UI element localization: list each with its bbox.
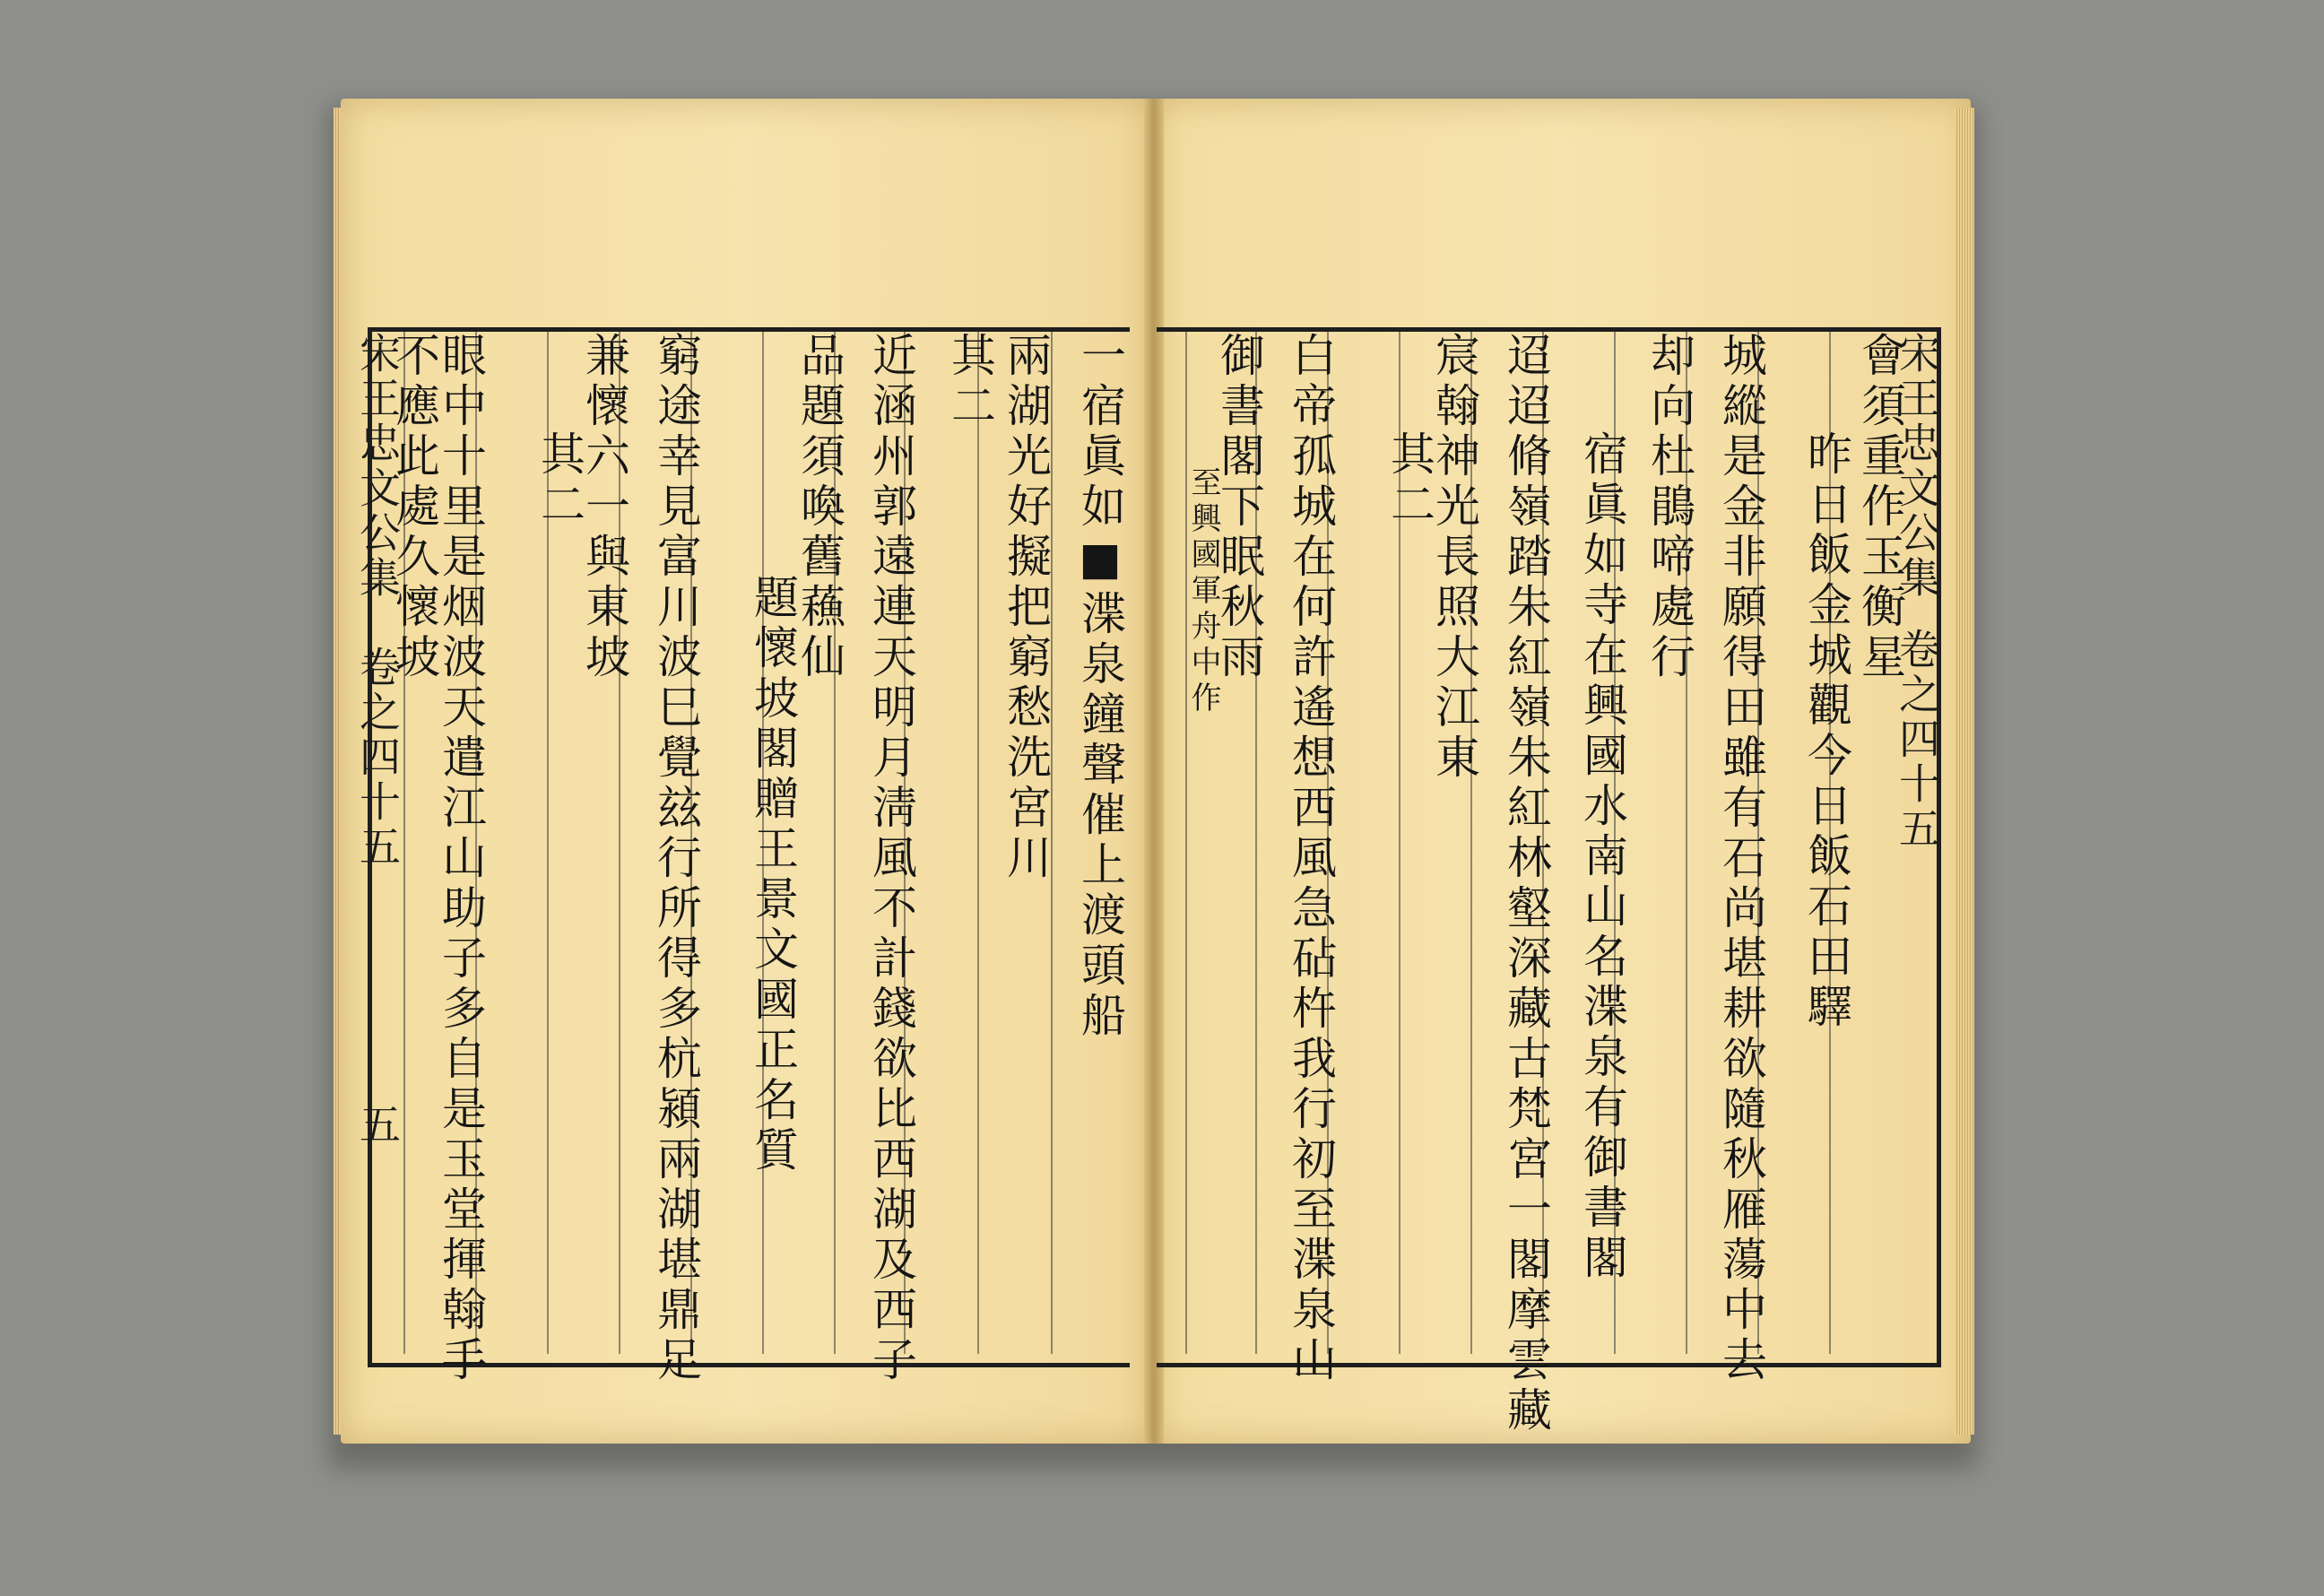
right-col-2: 昨日飯金城觀今日飯石田驛 <box>1800 430 1852 1033</box>
right-col-4: 却向杜鵑啼處行 <box>1643 332 1695 683</box>
left-col-11: 不應此處久懷坡 <box>388 332 440 683</box>
right-col-1: 會須重作玉衡星 <box>1854 332 1906 683</box>
left-col-3: 其二 <box>944 332 996 432</box>
left-col-9: 其二 <box>533 430 585 531</box>
right-col-6: 迢迢脩嶺踏朱紅嶺朱紅林壑深藏古梵宮一閣摩雲藏 <box>1500 332 1552 1436</box>
left-col-7: 窮途幸見富川波巳覺玆行所得多杭潁兩湖堪鼎足 <box>650 332 702 1386</box>
left-col-1: 一宿眞如■渫泉鐘聲催上渡頭船 <box>1074 332 1126 1042</box>
left-col-8: 兼懷六一與東坡 <box>578 332 630 683</box>
left-spine-folio: 五 <box>353 1103 402 1148</box>
right-page-edges <box>1955 108 1974 1435</box>
left-col-5: 品題須喚舊蘓仙 <box>793 332 845 683</box>
left-col-4: 近涵州郭遠連天明月淸風不計錢欲比西湖及西子 <box>865 332 917 1386</box>
right-col-7: 宸翰神光長照大江東 <box>1428 332 1480 784</box>
right-col-11: 至興國軍舟中作 <box>1185 466 1221 717</box>
left-spine-title: 宋王忠文公集 <box>353 332 402 601</box>
left-col-10: 眼中十里是烟波天遣江山助子多自是玉堂揮翰手 <box>435 332 487 1386</box>
left-col-2: 兩湖光好擬把窮愁洗宮川 <box>1000 332 1052 884</box>
right-col-10: 御書閣下眠秋雨 <box>1213 332 1265 683</box>
right-col-8: 其二 <box>1383 430 1435 531</box>
left-spine-volume: 卷之四十五 <box>353 646 402 870</box>
right-col-3: 城縱是金非願得田雖有石尚堪耕欲隨秋雁蕩中去 <box>1715 332 1767 1386</box>
left-col-6: 題懷坡閣贈王景文國正名質 <box>747 574 799 1176</box>
right-spine-title: 宋王忠文公集 <box>1893 332 1941 601</box>
right-col-5: 宿眞如寺在興國水南山名渫泉有御書閣 <box>1576 430 1628 1284</box>
right-col-9: 白帝孤城在何許遙想西風急砧杵我行初至渫泉山 <box>1285 332 1337 1386</box>
right-spine-volume: 卷之四十五 <box>1893 628 1941 852</box>
